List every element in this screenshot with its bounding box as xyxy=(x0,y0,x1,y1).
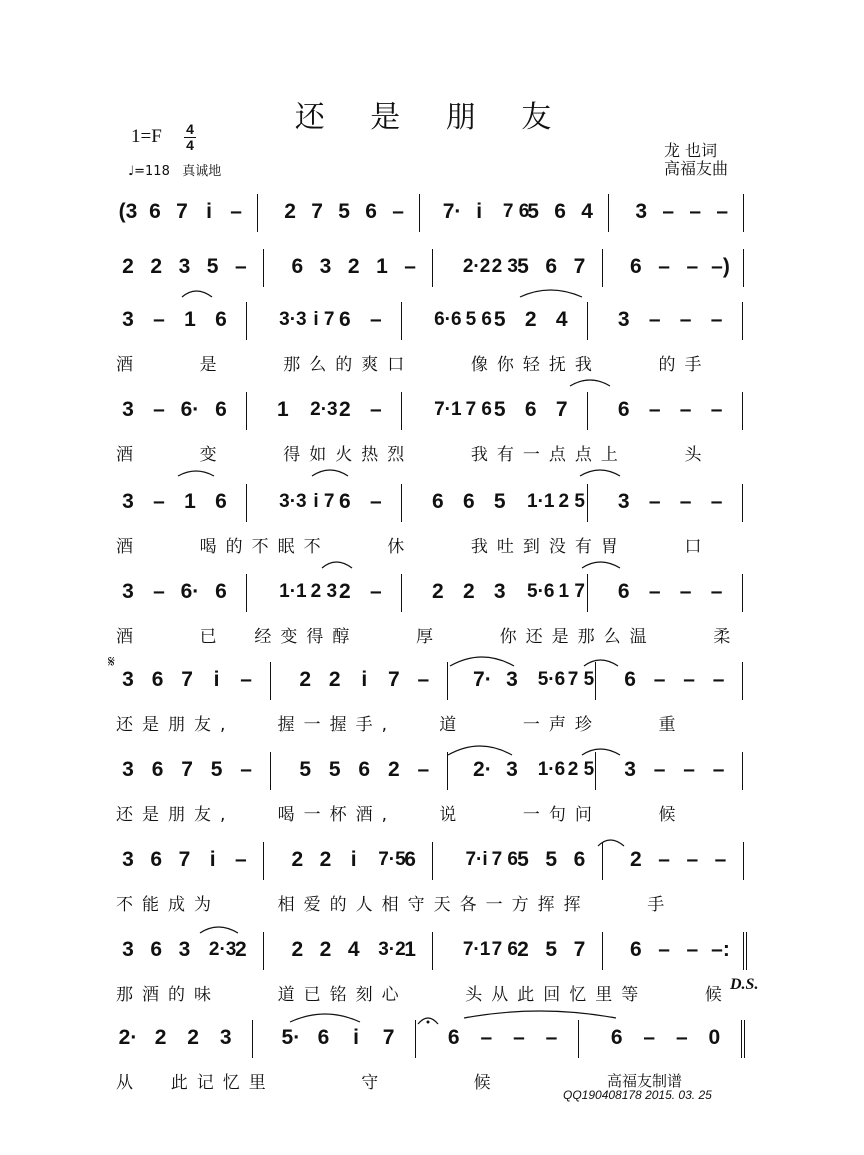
note-token: 6· xyxy=(180,398,200,421)
note-token: 2 xyxy=(319,938,332,961)
note-token: 7 xyxy=(181,668,193,691)
note-token: – xyxy=(648,580,661,603)
note-token: 7 5 xyxy=(567,669,595,690)
note-token: – xyxy=(714,848,727,871)
barline xyxy=(587,302,588,340)
barline xyxy=(608,194,609,232)
note-token: 6 xyxy=(431,490,444,513)
note-token: 3 xyxy=(122,668,134,691)
note-token: 5 6 xyxy=(465,309,492,330)
note-token: 3 xyxy=(178,255,191,278)
note-token: 6 xyxy=(149,200,161,223)
note-token: – xyxy=(653,668,666,691)
note-token: 5·6 xyxy=(527,581,555,602)
barline xyxy=(742,574,743,612)
note-token: 5 xyxy=(517,848,529,871)
slur xyxy=(464,1011,616,1018)
fermata-icon xyxy=(418,1018,438,1024)
note-token: – xyxy=(683,758,695,781)
note-token: 6 xyxy=(617,580,630,603)
note-token: i xyxy=(350,848,357,871)
slur xyxy=(582,562,620,568)
barline xyxy=(246,574,247,612)
note-token: 7 xyxy=(573,255,586,278)
note-token: 3 xyxy=(493,580,506,603)
note-token: – xyxy=(712,668,725,691)
slur xyxy=(178,471,214,476)
note-token: 7 6 xyxy=(491,939,518,960)
note-token: 5 xyxy=(328,758,341,781)
barline xyxy=(742,392,743,430)
note-token: 1 xyxy=(184,308,196,331)
note-token: – xyxy=(240,668,252,691)
note-token: – xyxy=(369,308,382,331)
segno-mark: 𝄋 xyxy=(108,652,115,671)
note-token: 3 xyxy=(506,668,518,691)
slur xyxy=(312,470,348,476)
barline xyxy=(587,392,588,430)
note-token: 6·6 xyxy=(434,309,462,330)
note-token: – xyxy=(235,255,247,278)
score-row xyxy=(0,938,864,978)
note-token: 6 xyxy=(365,200,377,223)
note-token: 6 xyxy=(554,200,566,223)
barline xyxy=(246,392,247,430)
slur xyxy=(200,927,238,933)
note-token: 2 xyxy=(122,255,134,278)
note-token: 6 xyxy=(545,255,558,278)
note-token: 2·3 xyxy=(208,939,237,960)
barline xyxy=(432,842,433,880)
barline xyxy=(587,574,588,612)
barline xyxy=(263,932,264,970)
note-token: 2 xyxy=(328,668,341,691)
score-row xyxy=(0,255,864,295)
barline xyxy=(578,1020,579,1058)
lyric-line: 酒 是 那么的爽口 像你轻抚我 的手 xyxy=(116,355,711,375)
note-token: 6· xyxy=(180,580,200,603)
note-token: 3 xyxy=(635,200,647,223)
note-token: 3·2 xyxy=(378,939,406,960)
note-token: 6 xyxy=(151,758,164,781)
note-token: 6 xyxy=(339,308,351,331)
note-token: – xyxy=(710,308,723,331)
note-token: –: xyxy=(711,938,730,961)
note-token: – xyxy=(369,398,382,421)
barline xyxy=(252,1020,253,1058)
note-token: – xyxy=(369,490,382,513)
slur xyxy=(584,660,618,666)
note-token: (3 xyxy=(118,200,138,223)
barline xyxy=(587,484,588,522)
note-token: i xyxy=(361,668,368,691)
slur xyxy=(448,746,512,755)
note-token: 5 xyxy=(545,848,558,871)
note-token: – xyxy=(658,255,670,278)
lyric-line: 从 此记忆里 守 候 xyxy=(116,1073,500,1093)
note-token: 6 xyxy=(215,580,227,603)
note-token: – xyxy=(417,758,430,781)
note-token: 2 xyxy=(517,938,529,961)
note-token: 6 xyxy=(339,490,351,513)
note-token: 2 xyxy=(339,398,351,421)
final-barline xyxy=(741,1020,745,1058)
slur xyxy=(582,749,620,755)
note-token: – xyxy=(686,848,699,871)
note-token: i xyxy=(353,1026,359,1049)
barline xyxy=(401,484,402,522)
note-token: – xyxy=(153,398,165,421)
note-token: 2 xyxy=(387,758,400,781)
lyric-line: 还是朋友, 喝一杯酒, 说 一句问 候 xyxy=(116,805,685,825)
note-token: 6 xyxy=(151,668,164,691)
lyric-line: 那酒的味 道已铭刻心 头从此回忆里等 候 xyxy=(116,985,731,1005)
note-token: 5 xyxy=(527,200,539,223)
note-token: 5· xyxy=(281,1026,301,1049)
score-row xyxy=(0,398,864,438)
note-token: 2·2 xyxy=(462,256,491,277)
note-token: 1 xyxy=(184,490,196,513)
note-token: 6 xyxy=(630,255,642,278)
barline xyxy=(742,662,743,700)
note-token: i xyxy=(209,848,216,871)
note-token: – xyxy=(643,1026,656,1049)
note-token: 6 xyxy=(524,398,537,421)
song-title: 还 是 朋 友 xyxy=(294,100,570,135)
note-token: – xyxy=(648,490,661,513)
barline xyxy=(263,249,264,287)
note-token: 6 xyxy=(215,490,227,513)
ds-mark: D.S. xyxy=(730,976,759,993)
note-token: – xyxy=(662,200,674,223)
barline xyxy=(432,932,433,970)
tempo-value: ♩=118 xyxy=(128,164,170,179)
note-token: 1·1 xyxy=(527,491,555,512)
note-token: 5 xyxy=(493,490,506,513)
note-token: 5 xyxy=(206,255,219,278)
note-token: – xyxy=(686,938,699,961)
note-token: – xyxy=(513,1026,525,1049)
note-token: 6 xyxy=(317,1026,330,1049)
note-token: – xyxy=(235,848,247,871)
note-token: 2 xyxy=(524,308,537,331)
barline xyxy=(432,249,433,287)
barline xyxy=(742,302,743,340)
note-token: – xyxy=(710,580,723,603)
note-token: 5 xyxy=(338,200,350,223)
note-token: 3 xyxy=(122,758,134,781)
note-token: 2 xyxy=(630,848,642,871)
final-barline xyxy=(743,932,747,970)
note-token: 3 xyxy=(219,1026,232,1049)
note-token: – xyxy=(480,1026,493,1049)
composer-credit: 高福友曲 xyxy=(664,159,729,178)
note-token: 1 xyxy=(404,938,416,961)
barline xyxy=(602,842,603,880)
note-token: 2· xyxy=(473,758,492,781)
note-token: 5 xyxy=(545,938,558,961)
note-token: 3 xyxy=(122,580,134,603)
note-token: 2 xyxy=(284,200,296,223)
note-token: 5 xyxy=(493,398,506,421)
note-token: 7 xyxy=(573,938,586,961)
note-token: 3 xyxy=(506,758,518,781)
barline xyxy=(742,484,743,522)
note-token: 5 xyxy=(299,758,312,781)
tempo-expression: 真诚地 xyxy=(182,164,222,179)
note-token: 2 xyxy=(235,938,247,961)
note-token: 5 xyxy=(517,255,529,278)
note-token: 2 xyxy=(319,848,332,871)
note-token: – xyxy=(712,758,725,781)
score-row xyxy=(0,1026,864,1066)
note-token: 7·1 xyxy=(462,939,491,960)
note-token: 1·6 xyxy=(537,759,566,780)
barline xyxy=(743,249,744,287)
note-token: 3 xyxy=(122,308,134,331)
note-token: 5 xyxy=(493,308,506,331)
note-token: 1·1 xyxy=(279,581,307,602)
note-token: 4 xyxy=(581,200,593,223)
note-token: 7·1 xyxy=(434,399,462,420)
note-token: – xyxy=(153,490,165,513)
note-token: 2 xyxy=(187,1026,199,1049)
note-token: – xyxy=(679,308,692,331)
note-token: i xyxy=(476,200,483,223)
note-token: 2 3 xyxy=(310,581,338,602)
note-token: 4 xyxy=(555,308,568,331)
note-token: – xyxy=(153,580,165,603)
note-token: 1 xyxy=(277,398,289,421)
note-token: 3 xyxy=(122,938,134,961)
note-token: 2· xyxy=(118,1026,138,1049)
score-row xyxy=(0,758,864,798)
note-token: 3 xyxy=(617,308,630,331)
note-token: 6 xyxy=(610,1026,623,1049)
note-token: – xyxy=(417,668,430,691)
note-token: 6 xyxy=(462,490,475,513)
note-token: 7· xyxy=(473,668,492,691)
note-token: 7· xyxy=(442,200,462,223)
note-token: i xyxy=(206,200,212,223)
note-token: 6 xyxy=(215,308,227,331)
note-token: – xyxy=(716,200,729,223)
note-token: 1 7 xyxy=(558,581,585,602)
note-token: 2 xyxy=(339,580,351,603)
barline xyxy=(246,484,247,522)
note-token: 6 xyxy=(404,848,416,871)
note-token: 1 xyxy=(376,255,388,278)
note-token: 6 xyxy=(630,938,642,961)
barline xyxy=(270,752,271,790)
slur xyxy=(450,657,514,666)
note-token: 5 xyxy=(210,758,223,781)
note-token: 2 5 xyxy=(558,491,585,512)
note-token: 7 xyxy=(387,668,400,691)
score-row xyxy=(0,308,864,348)
note-token: 3 xyxy=(178,938,191,961)
barline xyxy=(246,302,247,340)
note-token: 2 xyxy=(347,255,360,278)
note-token: – xyxy=(153,308,165,331)
note-token: – xyxy=(689,200,702,223)
note-token: – xyxy=(710,398,723,421)
score-row xyxy=(0,200,864,240)
note-token: – xyxy=(653,758,666,781)
barline xyxy=(447,752,448,790)
note-token: 7 xyxy=(382,1026,395,1049)
note-token: – xyxy=(679,580,692,603)
lyric-line: 酒 变 得如火热烈 我有一点点上 头 xyxy=(116,445,711,465)
note-token: 3 xyxy=(319,255,332,278)
meter-bottom: 4 xyxy=(186,137,194,153)
barline xyxy=(602,932,603,970)
note-token: 2 xyxy=(431,580,444,603)
note-token: 2 3 xyxy=(491,256,518,277)
note-token: – xyxy=(710,490,723,513)
score-row xyxy=(0,580,864,620)
note-token: 7 xyxy=(555,398,568,421)
note-token: i 7 xyxy=(313,309,335,330)
note-token: – xyxy=(545,1026,558,1049)
barline xyxy=(595,752,596,790)
note-token: 3 xyxy=(122,848,134,871)
note-token: – xyxy=(230,200,242,223)
note-token: – xyxy=(675,1026,688,1049)
note-token: 7 6 xyxy=(491,849,518,870)
note-token: 5·6 xyxy=(537,669,566,690)
lyric-line: 不能成为 相爱的人相守天各一方挥挥 手 xyxy=(116,895,674,915)
slur xyxy=(290,1014,360,1022)
lyric-line: 酒 已 经变得醇 厚 你还是那么温 柔 xyxy=(116,627,740,647)
note-token: 6 xyxy=(150,938,163,961)
note-token: 6 xyxy=(291,255,304,278)
barline xyxy=(270,662,271,700)
note-token: 4 xyxy=(347,938,360,961)
note-token: – xyxy=(658,938,670,961)
tempo-marking xyxy=(128,160,221,179)
note-token: 6 xyxy=(624,668,636,691)
note-token: 7·5 xyxy=(378,849,406,870)
note-token: 2 xyxy=(462,580,475,603)
note-token: – xyxy=(679,398,692,421)
note-token: 0 xyxy=(708,1026,721,1049)
note-token: 6 xyxy=(215,398,227,421)
slur xyxy=(580,470,620,476)
slur xyxy=(570,380,610,386)
note-token: – xyxy=(679,490,692,513)
note-token: 6 xyxy=(573,848,586,871)
contact-info: QQ190408178 2015. 03. 25 xyxy=(563,1088,712,1102)
lyric-line: 还是朋友, 握一握手, 道 一声珍 重 xyxy=(116,715,685,735)
note-token: 6 xyxy=(358,758,371,781)
fermata-dot xyxy=(427,1021,430,1024)
note-token: i xyxy=(213,668,220,691)
note-token: i 7 xyxy=(313,491,335,512)
note-token: – xyxy=(683,668,695,691)
barline xyxy=(447,662,448,700)
score-row xyxy=(0,848,864,888)
note-token: – xyxy=(686,255,699,278)
note-token: 6 xyxy=(150,848,163,871)
note-token: 3·3 xyxy=(279,491,307,512)
note-token: –) xyxy=(711,255,730,278)
note-token: – xyxy=(404,255,416,278)
note-token: 6 xyxy=(617,398,630,421)
note-token: 7 xyxy=(181,758,193,781)
lyricist-credit: 龙 也词 xyxy=(664,141,718,160)
time-signature xyxy=(184,122,196,153)
note-token: – xyxy=(648,398,661,421)
barline xyxy=(419,194,420,232)
note-token: 2 xyxy=(291,848,304,871)
note-token: – xyxy=(658,848,670,871)
note-token: 7 xyxy=(176,200,188,223)
note-token: 3 xyxy=(617,490,630,513)
note-token: 2 xyxy=(299,668,312,691)
barline xyxy=(263,842,264,880)
note-token: 2 xyxy=(154,1026,167,1049)
note-token: 3 xyxy=(624,758,636,781)
note-token: 7 6 xyxy=(502,201,530,222)
meter-top: 4 xyxy=(186,121,194,137)
barline xyxy=(401,392,402,430)
note-token: – xyxy=(240,758,252,781)
note-token: 6 xyxy=(447,1026,460,1049)
key-signature: 1=F xyxy=(131,126,162,147)
note-token: 7 xyxy=(311,200,323,223)
barline xyxy=(401,574,402,612)
barline xyxy=(742,752,743,790)
note-token: 3 xyxy=(122,398,134,421)
note-token: – xyxy=(369,580,382,603)
barline xyxy=(743,842,744,880)
score-row xyxy=(0,490,864,530)
note-token: 2 5 xyxy=(567,759,595,780)
score-row xyxy=(0,668,864,708)
note-token: 7·i xyxy=(465,849,488,870)
note-token: – xyxy=(392,200,404,223)
barline xyxy=(602,249,603,287)
note-token: 2 xyxy=(291,938,304,961)
barline xyxy=(743,194,744,232)
barline xyxy=(401,302,402,340)
barline xyxy=(415,1020,416,1058)
arranger-credit: 高福友制谱 xyxy=(607,1072,683,1090)
slur xyxy=(322,562,352,568)
note-token: 2 xyxy=(150,255,163,278)
note-token: 3 xyxy=(122,490,134,513)
note-token: 7 xyxy=(178,848,191,871)
barline xyxy=(257,194,258,232)
note-token: – xyxy=(648,308,661,331)
barline xyxy=(595,662,596,700)
note-token: 7 6 xyxy=(465,399,492,420)
lyric-line: 酒 喝的不眠不 休 我吐到没有胃 口 xyxy=(116,537,711,557)
note-token: 2·3 xyxy=(310,399,338,420)
note-token: 3·3 xyxy=(279,309,307,330)
